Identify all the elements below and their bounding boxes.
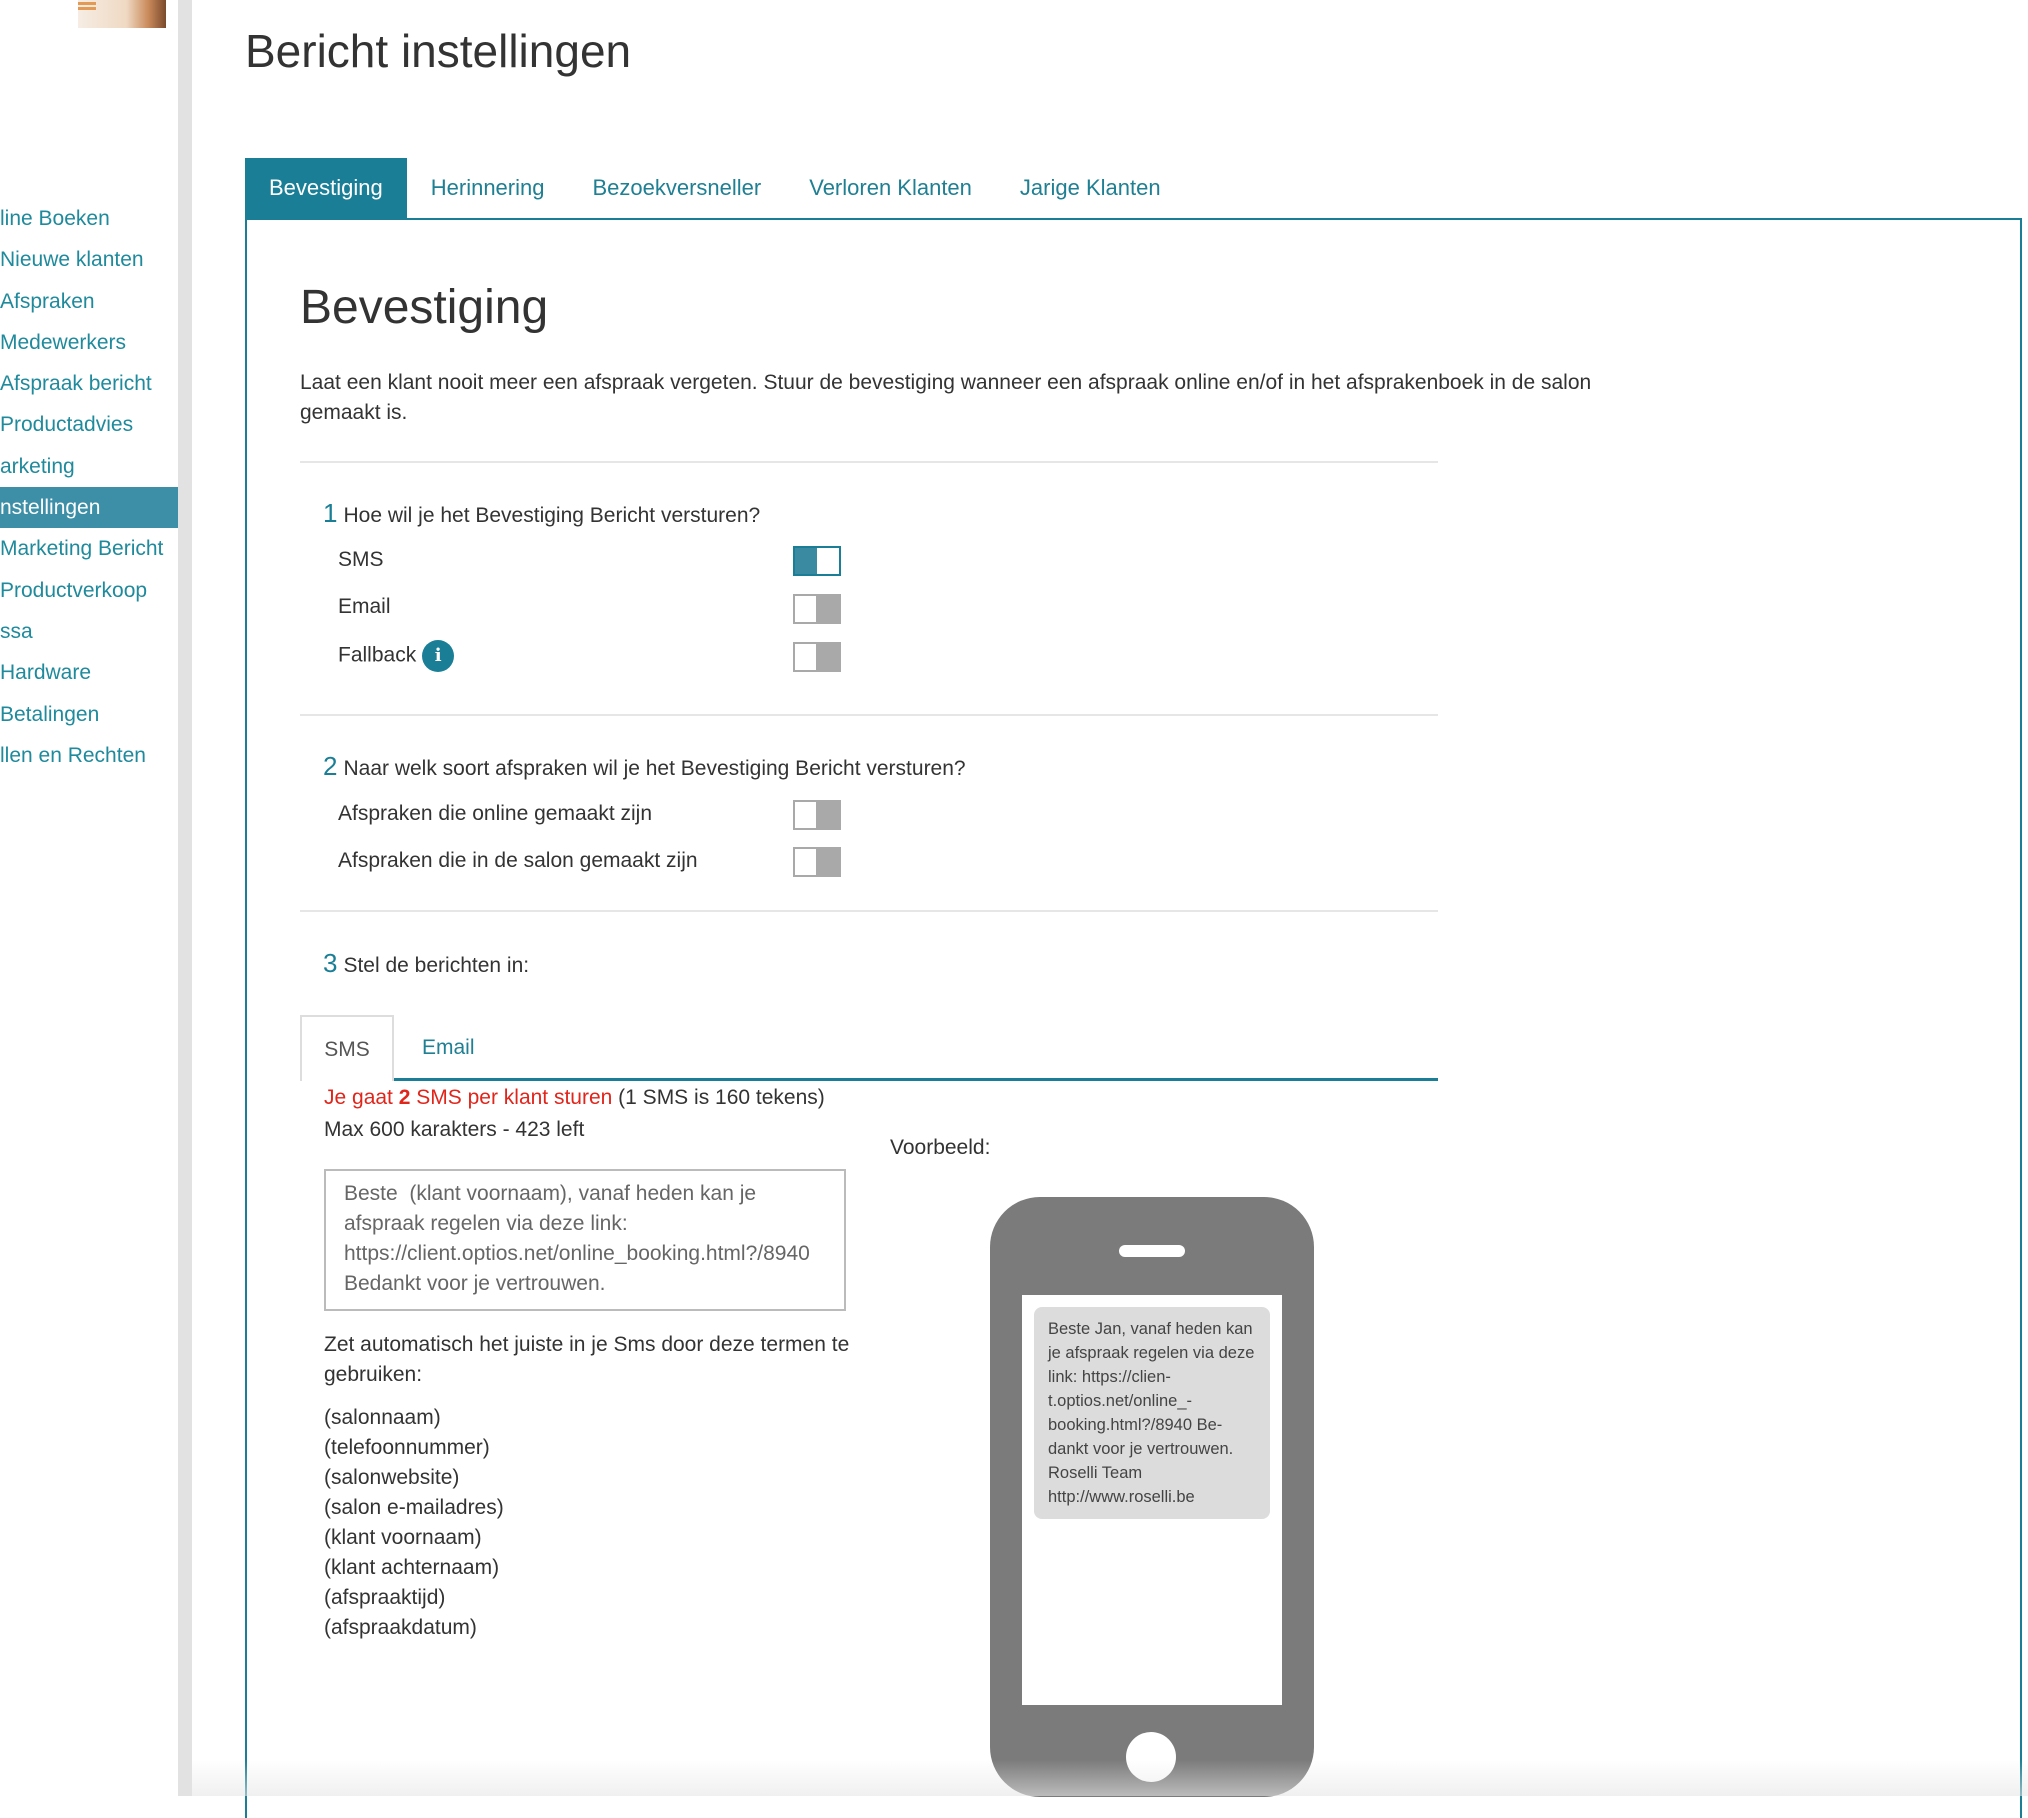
question-number: 3 — [323, 948, 338, 978]
term-item: (afspraakdatum) — [324, 1616, 477, 1639]
option-salon-label: Afspraken die in de salon gemaakt zijn — [338, 849, 698, 872]
term-item: (salonwebsite) — [324, 1466, 460, 1489]
tab-jarige-klanten[interactable]: Jarige Klanten — [1019, 175, 1161, 200]
sidebar-scrollbar[interactable] — [178, 0, 192, 1796]
term-item: (telefoonnummer) — [324, 1436, 490, 1459]
logo-mark-icon — [78, 0, 106, 12]
phone-speaker — [1119, 1245, 1185, 1257]
tab-verloren-klanten[interactable]: Verloren Klanten — [809, 175, 972, 200]
question-1 — [323, 498, 760, 529]
sms-toggle[interactable] — [793, 546, 841, 576]
sidebar-item-medewerkers[interactable]: Medewerkers — [0, 330, 127, 354]
tab-bezoekversneller[interactable]: Bezoekversneller — [592, 175, 762, 200]
term-item: (klant achternaam) — [324, 1556, 500, 1579]
question-number: 2 — [323, 751, 338, 781]
tab-bevestiging[interactable]: Bevestiging — [245, 158, 407, 218]
divider — [300, 461, 1438, 463]
option-online-label: Afspraken die online gemaakt zijn — [338, 802, 653, 825]
bottom-fade — [192, 1760, 2028, 1796]
warning-suffix: SMS per klant sturen — [410, 1086, 613, 1109]
warning-note: (1 SMS is 160 tekens) — [612, 1086, 825, 1109]
term-item: (klant voornaam) — [324, 1526, 482, 1549]
option-sms-label: SMS — [338, 548, 384, 571]
option-email-label: Email — [338, 595, 391, 618]
preview-label: Voorbeeld: — [890, 1136, 991, 1159]
tab-herinnering[interactable]: Herinnering — [430, 175, 545, 200]
page-title: Bericht instellingen — [245, 25, 632, 77]
divider — [300, 714, 1438, 716]
sidebar-item-afspraak-bericht[interactable]: Afspraak bericht — [0, 372, 152, 396]
question-text: Naar welk soort afspraken wil je het Bevestiging Bericht versturen? — [343, 757, 966, 780]
sms-message-textarea[interactable]: Beste (klant voornaam), vanaf heden kan je afspraak regelen via deze link: https://client.optios.net/online_booking.html?/8940 Bedankt voor je vertrouwen. — [324, 1169, 846, 1311]
fallback-toggle[interactable] — [793, 642, 841, 672]
tab-panel — [245, 218, 2022, 1818]
warning-prefix: Je gaat — [324, 1086, 399, 1109]
salon-logo — [78, 0, 166, 28]
question-text: Hoe wil je het Bevestiging Bericht versturen? — [343, 504, 761, 527]
term-item: (salon e-mailadres) — [324, 1496, 504, 1519]
sidebar-item-marketing[interactable]: arketing — [0, 454, 75, 478]
phone-preview-icon — [990, 1197, 1314, 1797]
term-item: (afspraaktijd) — [324, 1586, 446, 1609]
sidebar-item-hardware[interactable]: Hardware — [0, 661, 92, 685]
settings-tabs — [245, 158, 1185, 218]
option-fallback — [338, 640, 454, 672]
sidebar-item-instellingen[interactable]: nstellingen — [0, 487, 178, 528]
placeholder-terms-list — [324, 1403, 504, 1643]
terms-hint: Zet automatisch het juiste in je Sms door deze termen te gebruiken: — [324, 1333, 850, 1386]
sidebar — [0, 0, 178, 1796]
question-2 — [323, 751, 966, 782]
sidebar-item-online-boeken[interactable]: line Boeken — [0, 207, 110, 230]
sms-count-warning — [324, 1086, 825, 1110]
divider — [300, 910, 1438, 912]
section-title: Bevestiging — [300, 281, 549, 334]
email-toggle[interactable] — [793, 594, 841, 624]
salon-appointments-toggle[interactable] — [793, 847, 841, 877]
term-item: (salonnaam) — [324, 1406, 441, 1429]
question-text: Stel de berichten in: — [343, 954, 530, 977]
option-fallback-label: Fallback — [338, 643, 417, 667]
tab-email[interactable]: Email — [422, 1036, 475, 1059]
message-tabs — [300, 1015, 1438, 1081]
sidebar-item-rollen-en-rechten[interactable]: llen en Rechten — [0, 743, 146, 767]
sidebar-item-nieuwe-klanten[interactable]: Nieuwe klanten — [0, 248, 144, 272]
sidebar-item-productadvies[interactable]: Productadvies — [0, 413, 134, 437]
sidebar-item-productverkoop[interactable]: Productverkoop — [0, 578, 148, 602]
tab-sms[interactable]: SMS — [300, 1015, 394, 1081]
sidebar-item-afspraken[interactable]: Afspraken — [0, 289, 95, 313]
question-3 — [323, 948, 529, 979]
sidebar-item-marketing-bericht[interactable]: Marketing Bericht — [0, 537, 164, 561]
sidebar-nav — [0, 198, 178, 776]
online-appointments-toggle[interactable] — [793, 800, 841, 830]
sidebar-item-betalingen[interactable]: Betalingen — [0, 702, 100, 726]
sms-preview-bubble: Beste Jan, vanaf heden kan je afspraak regelen via deze link: https://clien-t.optios.net/online_-booking.html?/8940 Be-dankt voor je vertrouwen. Roselli Team http://www.roselli.be — [1034, 1307, 1270, 1519]
sidebar-item-kassa[interactable]: ssa — [0, 619, 33, 643]
sms-count: 2 — [398, 1086, 411, 1109]
info-icon[interactable]: i — [422, 640, 454, 672]
section-intro: Laat een klant nooit meer een afspraak vergeten. Stuur de bevestiging wanneer een afspraak online en/of in het afsprakenboek in de salon gemaakt is. — [300, 371, 1592, 424]
question-number: 1 — [323, 498, 338, 528]
character-counter: Max 600 karakters - 423 left — [324, 1118, 585, 1141]
phone-screen — [1022, 1295, 1282, 1705]
